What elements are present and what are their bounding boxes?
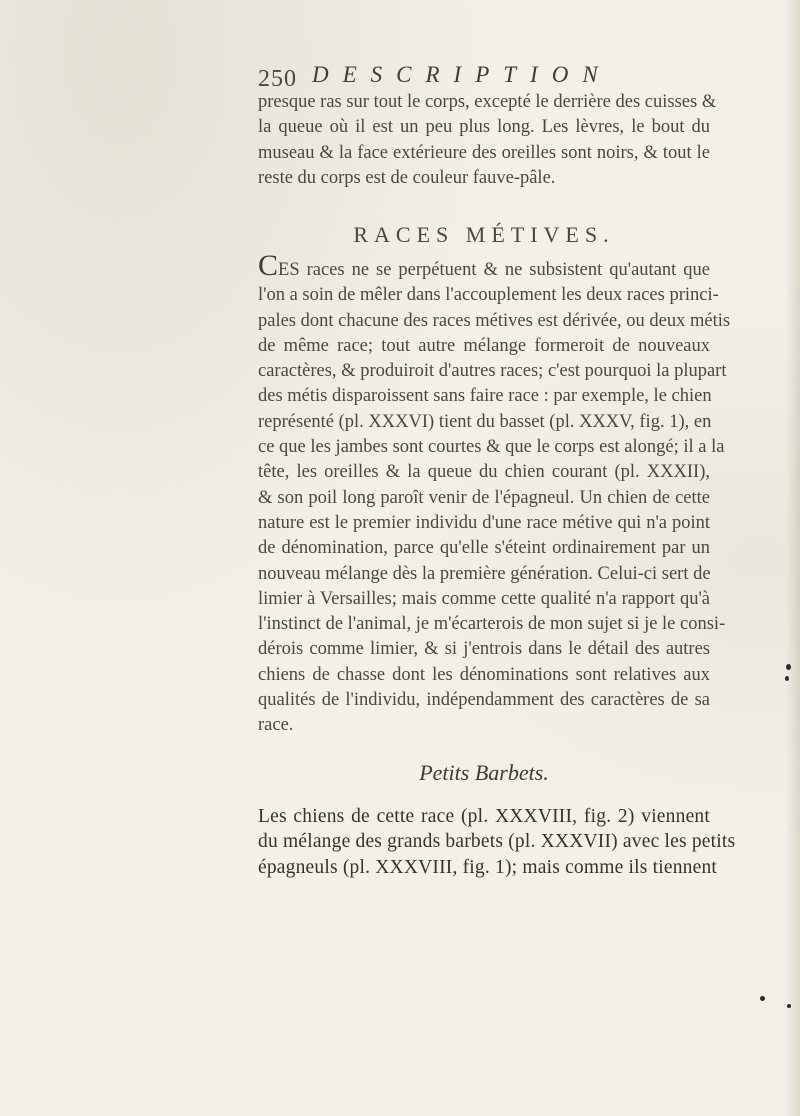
text-line <box>258 713 710 738</box>
text-line <box>258 384 710 409</box>
line-text: représenté (pl. XXXVI) tient du basset (pl. XXXV, fig. 1), en <box>258 411 712 432</box>
text-line <box>258 855 718 880</box>
text-line <box>258 435 725 460</box>
text-line <box>258 166 710 191</box>
paragraph-races-metives <box>258 249 731 739</box>
ink-spot <box>785 676 789 681</box>
line-text: presque ras sur tout le corps, excepté le derrière des cuisses & <box>258 92 717 112</box>
line-text: race. <box>258 715 294 736</box>
text-line <box>258 804 710 829</box>
line-text: limier à Versailles; mais comme cette qualité n'a rapport qu'à <box>258 588 710 609</box>
text-line <box>258 663 710 688</box>
line-text: l'instinct de l'animal, je m'écarterois de mon sujet si je le consi- <box>258 614 726 635</box>
text-line <box>258 334 710 359</box>
ink-spot <box>786 664 791 670</box>
line-text: tête, les oreilles & la queue du chien courant (pl. XXXII), <box>258 462 710 483</box>
subsection-title-text: Petits Barbets. <box>419 760 549 785</box>
line-text: du mélange des grands barbets (pl. XXXVII) avec les petits <box>258 831 736 853</box>
line-text: ES races ne se perpétuent & ne subsistent qu'autant que <box>278 260 710 280</box>
line-text: Les chiens de cette race (pl. XXXVIII, fig. 2) viennent <box>258 806 710 827</box>
text-line <box>258 587 710 612</box>
line-text: museau & la face extérieure des oreilles sont noirs, & tout le <box>258 142 710 163</box>
ink-spot <box>787 1004 791 1008</box>
line-text: pales dont chacune des races métives est dérivée, ou deux métis <box>258 310 731 331</box>
line-text: caractères, & produiroit d'autres races; c'est pourquoi la plupart <box>258 361 727 382</box>
line-text: dérois comme limier, & si j'entrois dans le détail des autres <box>258 639 710 660</box>
text-line <box>258 141 710 166</box>
text-line <box>258 612 726 637</box>
section-title-text: RACES MÉTIVES. <box>353 222 615 247</box>
line-text: ce que les jambes sont courtes & que le corps est alongé; il a la <box>258 437 725 458</box>
subsection-title <box>258 760 710 786</box>
line-text: chiens de chasse dont les dénominations sont relatives aux <box>258 664 710 685</box>
line-text: de dénomination, parce qu'elle s'éteint ordinairement par un <box>258 538 710 559</box>
text-line <box>258 283 719 308</box>
text-line <box>258 486 710 511</box>
page-edge-shadow <box>786 0 800 1116</box>
line-text: qualités de l'individu, indépendamment des caractères de sa <box>258 690 710 711</box>
line-text: épagneuls (pl. XXXVIII, fig. 1); mais comme ils tiennent <box>258 856 718 878</box>
text-line <box>258 309 731 334</box>
text-line <box>258 562 710 587</box>
text-line <box>258 359 727 384</box>
text-line <box>258 536 710 561</box>
paragraph-intro <box>258 90 717 191</box>
running-title: DESCRIPTION <box>312 62 612 87</box>
drop-cap: C <box>258 249 279 282</box>
text-line <box>258 460 710 485</box>
text-line <box>258 511 710 536</box>
text-line <box>258 829 736 854</box>
text-line <box>258 90 717 115</box>
line-text: l'on a soin de mêler dans l'accouplement les deux races princi- <box>258 285 719 306</box>
line-text: nouveau mélange dès la première génération. Celui-ci sert de <box>258 563 711 584</box>
line-text: nature est le premier individu d'une race métive qui n'a point <box>258 512 710 533</box>
text-line <box>258 688 710 713</box>
section-title <box>258 222 710 248</box>
page-number: 250 <box>258 66 297 92</box>
text-line <box>258 249 710 283</box>
line-text: de même race; tout autre mélange formeroit de nouveaux <box>258 335 710 356</box>
line-text: la queue où il est un peu plus long. Les lèvres, le bout du <box>258 117 710 138</box>
line-text: des métis disparoissent sans faire race : par exemple, le chien <box>258 386 712 407</box>
paragraph-petits-barbets <box>258 804 736 880</box>
ink-spot <box>760 996 765 1001</box>
text-line <box>258 637 710 662</box>
text-line <box>258 115 710 140</box>
line-text: reste du corps est de couleur fauve-pâle. <box>258 167 556 188</box>
line-text: & son poil long paroît venir de l'épagneul. Un chien de cette <box>258 487 710 508</box>
text-line <box>258 410 710 435</box>
